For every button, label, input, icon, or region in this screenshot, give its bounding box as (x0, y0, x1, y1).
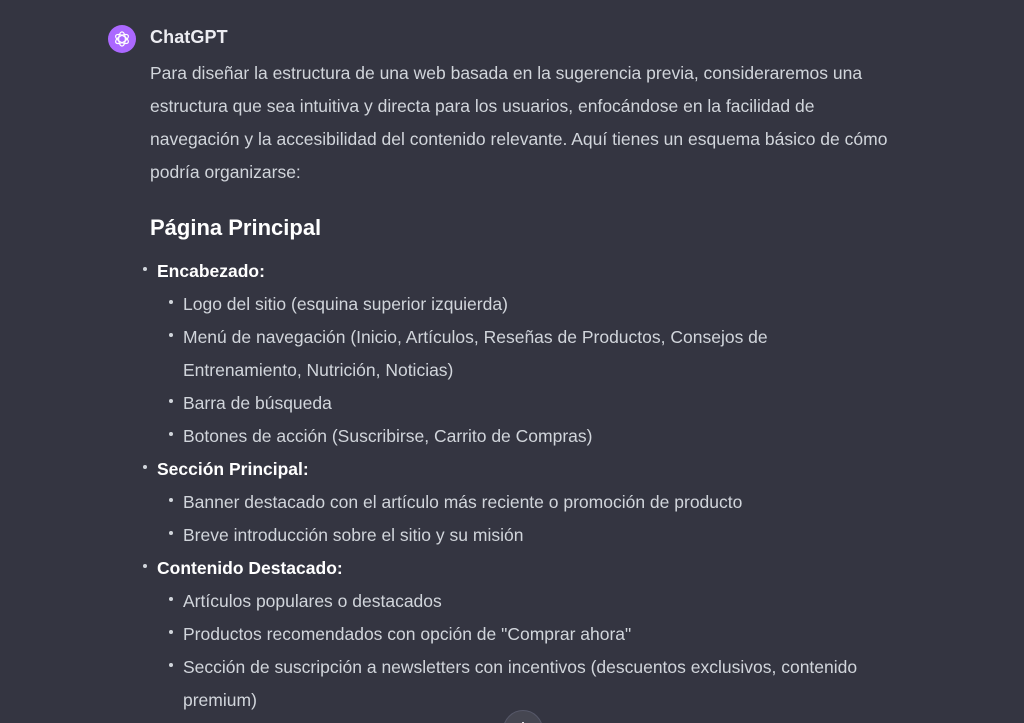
bullet-icon (143, 564, 147, 568)
list-item (183, 486, 890, 519)
list-item (183, 420, 890, 453)
outline-group-contenido-destacado (157, 552, 890, 717)
sub-list (157, 486, 890, 552)
list-item-text: Banner destacado con el artículo más reciente o promoción de producto (183, 492, 743, 512)
list-item (183, 651, 890, 717)
list-item-text: Barra de búsqueda (183, 393, 332, 413)
list-item-text: Botones de acción (Suscribirse, Carrito de Compras) (183, 426, 593, 446)
outline-list (150, 255, 890, 717)
outline-group-encabezado (157, 255, 890, 453)
list-item (183, 288, 890, 321)
list-item-text: Artículos populares o destacados (183, 591, 442, 611)
group-label: Contenido Destacado: (157, 558, 343, 578)
bullet-icon (169, 597, 173, 601)
list-item (183, 387, 890, 420)
list-item (183, 519, 890, 552)
bullet-icon (169, 498, 173, 502)
sub-list (157, 288, 890, 453)
list-item (183, 321, 890, 387)
bullet-icon (143, 267, 147, 271)
bullet-icon (143, 465, 147, 469)
intro-paragraph: Para diseñar la estructura de una web basada en la sugerencia previa, consideraremos una estructura que sea intuitiva y directa para los usuarios, enfocándose en la facilidad de navegación y la accesibilidad del contenido relevante. Aquí tienes un esquema básico de cómo podría organizarse: (150, 63, 888, 182)
sub-list (157, 585, 890, 717)
list-item-text: Breve introducción sobre el sitio y su misión (183, 525, 524, 545)
outline-group-seccion-principal (157, 453, 890, 552)
section-heading: Página Principal (150, 215, 322, 240)
bullet-icon (169, 333, 173, 337)
list-item-text: Menú de navegación (Inicio, Artículos, Reseñas de Productos, Consejos de Entrenamiento, Nutrición, Noticias) (183, 327, 768, 380)
list-item-text: Logo del sitio (esquina superior izquierda) (183, 294, 508, 314)
list-item (183, 618, 890, 651)
message-author: ChatGPT (150, 27, 228, 47)
list-item-text: Sección de suscripción a newsletters con incentivos (descuentos exclusivos, contenido premium) (183, 657, 858, 710)
list-item (183, 585, 890, 618)
group-label: Sección Principal: (157, 459, 309, 479)
bullet-icon (169, 432, 173, 436)
message-content (150, 57, 890, 717)
openai-logo-icon (112, 29, 132, 49)
avatar (108, 25, 136, 53)
bullet-icon (169, 531, 173, 535)
bullet-icon (169, 663, 173, 667)
bullet-icon (169, 399, 173, 403)
bullet-icon (169, 300, 173, 304)
bullet-icon (169, 630, 173, 634)
group-label: Encabezado: (157, 261, 265, 281)
list-item-text: Productos recomendados con opción de "Comprar ahora" (183, 624, 632, 644)
